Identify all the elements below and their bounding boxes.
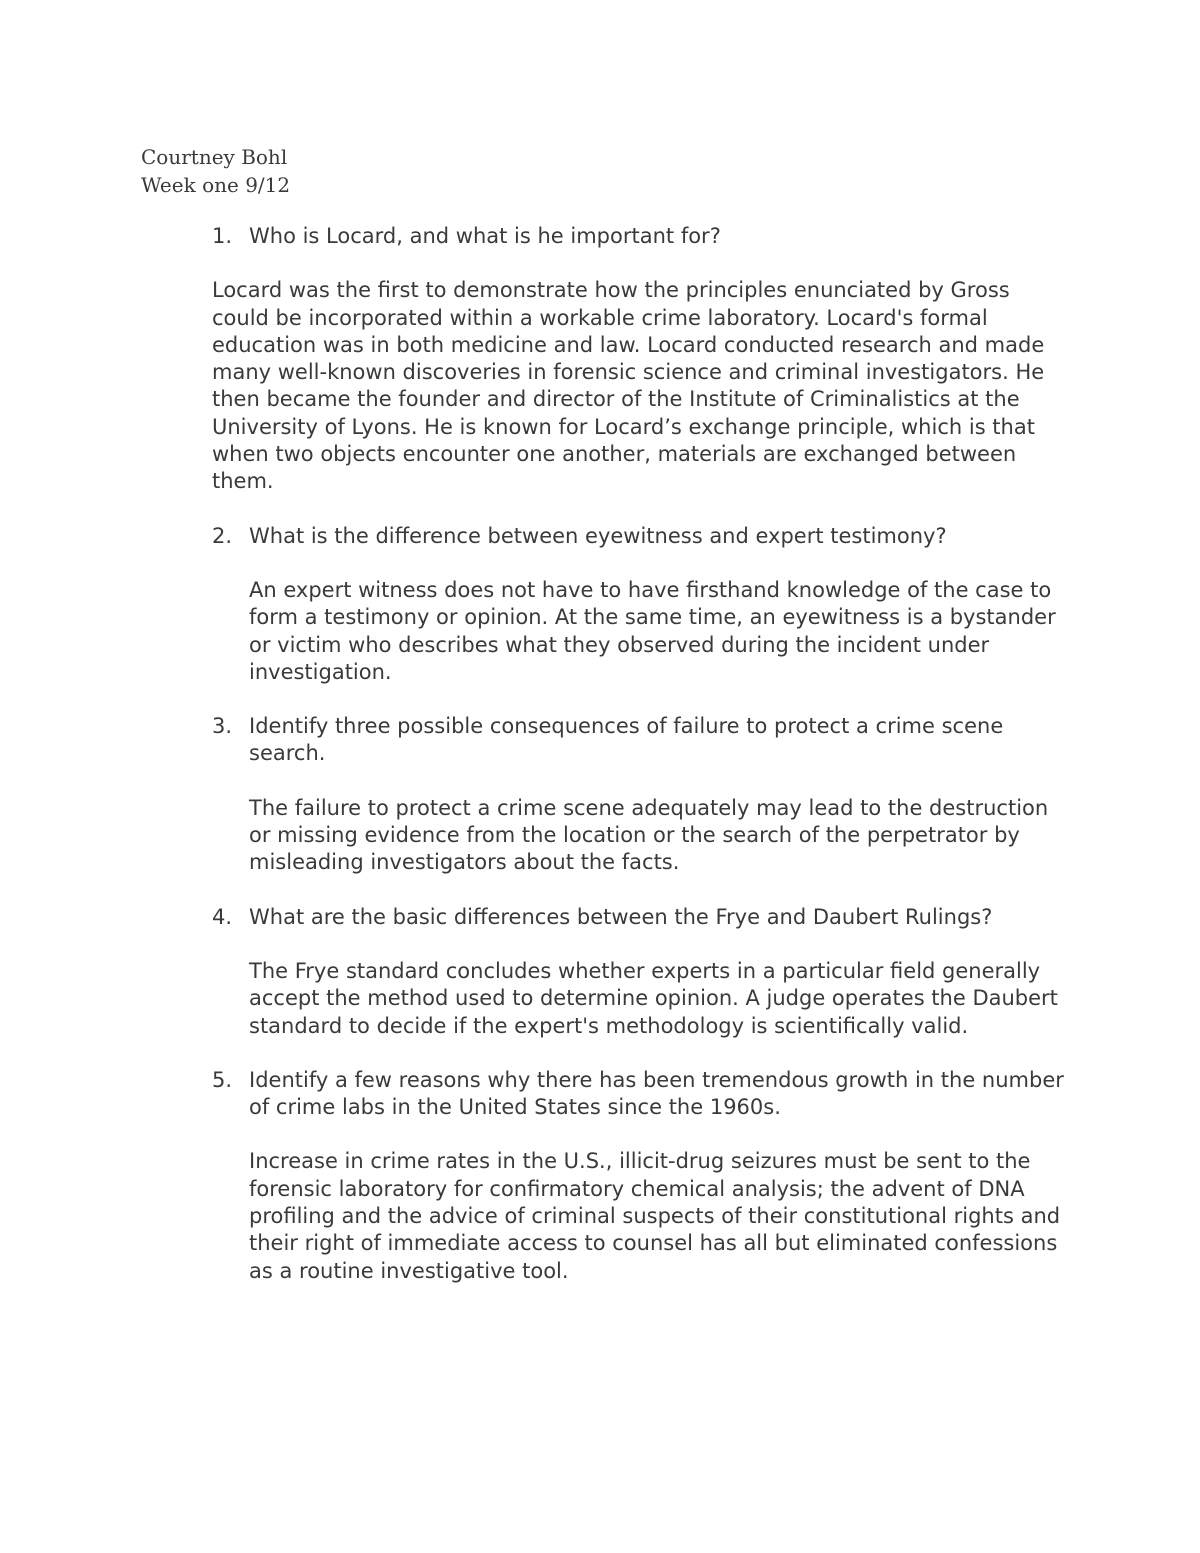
- question-1: [212, 223, 1072, 250]
- question-number: 5.: [212, 1067, 233, 1092]
- qa-item-2: [212, 523, 1072, 686]
- week-label: Week one 9/12: [141, 173, 291, 197]
- answer-5: Increase in crime rates in the U.S., illicit-drug seizures must be sent to the forensic laboratory for confirmatory chemical analysis; the advent of DNA profiling and the advice of criminal suspects of their constitutional rights and their right of immediate access to counsel has all but eliminated confessions as a routine investigative tool.: [249, 1149, 1061, 1283]
- question-number: 4.: [212, 904, 233, 929]
- qa-item-4: [212, 904, 1072, 1040]
- question-text: Identify three possible consequences of failure to protect a crime scene search.: [249, 714, 1004, 766]
- answer-1: Locard was the first to demonstrate how the principles enunciated by Gross could be incorporated within a workable crime laboratory. Locard's formal education was in both medicine and law. Locard conducted research and made many well-known discoveries in forensic science and criminal investigators. He then became the founder and director of the Institute of Criminalistics at the University of Lyons. He is known for Locard’s exchange principle, which is that when two objects encounter one another, materials are exchanged between them.: [212, 278, 1045, 494]
- question-text: What is the difference between eyewitness and expert testimony?: [249, 523, 947, 548]
- question-list: [212, 223, 1072, 1312]
- question-2: [212, 523, 1072, 550]
- question-number: 1.: [212, 224, 233, 248]
- question-text: Identify a few reasons why there has been tremendous growth in the number of crime labs in the United States since the 1960s.: [249, 1067, 1064, 1120]
- qa-item-5: [212, 1067, 1072, 1285]
- question-5: [212, 1067, 1072, 1122]
- question-4: [212, 904, 1072, 931]
- question-number: 2.: [212, 523, 233, 548]
- question-text: Who is Locard, and what is he important for?: [249, 224, 721, 248]
- question-number: 3.: [212, 714, 233, 739]
- qa-item-3: [212, 713, 1072, 876]
- qa-item-1: [212, 223, 1072, 496]
- question-text: What are the basic differences between the Frye and Daubert Rulings?: [249, 904, 993, 929]
- author-name: Courtney Bohl: [141, 145, 288, 169]
- answer-3: The failure to protect a crime scene adequately may lead to the destruction or missing evidence from the location or the search of the perpetrator by misleading investigators about the facts.: [249, 795, 1049, 875]
- question-3: [212, 713, 1072, 768]
- answer-2: An expert witness does not have to have firsthand knowledge of the case to form a testimony or opinion. At the same time, an eyewitness is a bystander or victim who describes what they observed during the incident under investigation.: [249, 577, 1056, 684]
- answer-4: The Frye standard concludes whether experts in a particular field generally accept the method used to determine opinion. A judge operates the Daubert standard to decide if the expert's methodology is scientifically valid.: [249, 958, 1058, 1038]
- document-header: [141, 143, 290, 199]
